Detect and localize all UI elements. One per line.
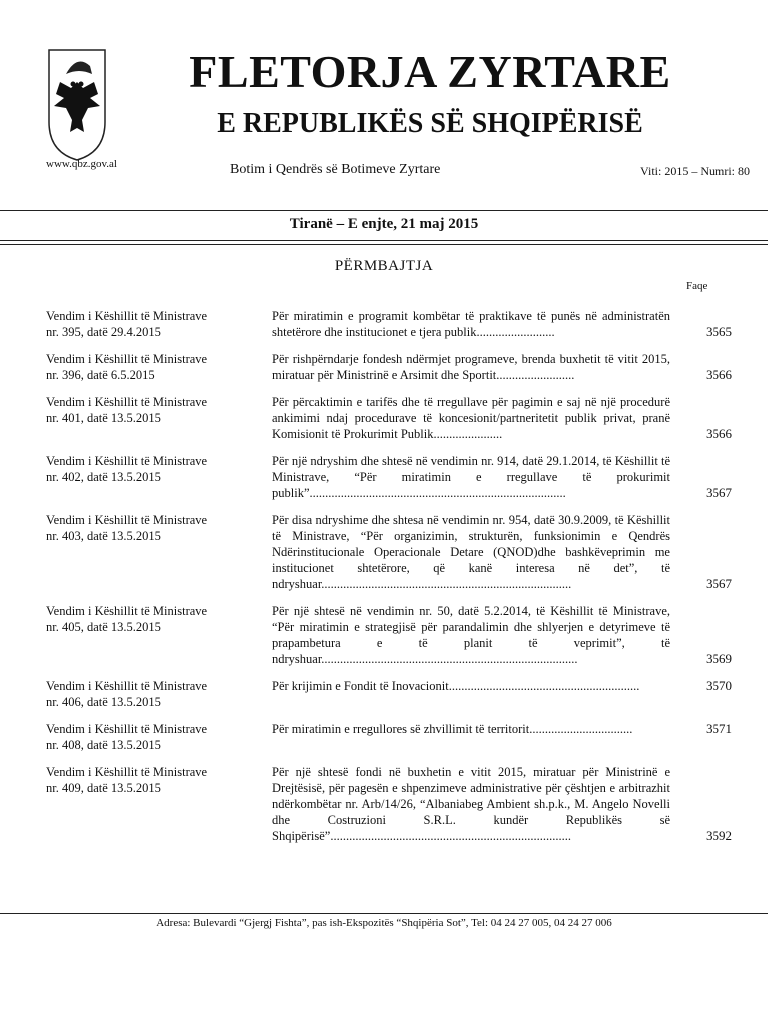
toc-entry[interactable] — [46, 678, 732, 710]
toc-entry[interactable] — [46, 394, 732, 442]
toc-list — [46, 308, 732, 855]
act-type: Vendim i Këshillit të Ministrave — [46, 679, 208, 693]
act-type: Vendim i Këshillit të Ministrave — [46, 395, 208, 409]
act-type: Vendim i Këshillit të Ministrave — [46, 309, 208, 323]
act-number: nr. 406, datë 13.5.2015 — [46, 695, 161, 709]
page-number: 3566 — [706, 367, 732, 382]
page-number: 3569 — [706, 651, 732, 666]
act-number: nr. 396, datë 6.5.2015 — [46, 368, 155, 382]
act-type: Vendim i Këshillit të Ministrave — [46, 454, 208, 468]
toc-entry[interactable] — [46, 308, 732, 340]
act-type: Vendim i Këshillit të Ministrave — [46, 352, 208, 366]
issue-number: Viti: 2015 – Numri: 80 — [640, 164, 750, 178]
act-number: nr. 405, datë 13.5.2015 — [46, 620, 161, 634]
page-number: 3566 — [706, 426, 732, 441]
page-number: 3565 — [706, 324, 732, 339]
dateline-divider-top — [0, 240, 768, 241]
publication-subtitle: E REPUBLIKËS SË SHQIPËRISË — [217, 108, 643, 139]
header-divider — [0, 210, 768, 211]
footer-address: Adresa: Bulevardi “Gjergj Fishta”, pas ish-Ekspozitës “Shqipëria Sot”, Tel: 04 24 27 005, 04 24 27 006 — [156, 917, 612, 929]
toc-title: PËRMBAJTJA — [334, 258, 434, 274]
entry-description: Për një shtesë në vendimin nr. 50, datë 5.2.2014, të Këshillit të Ministrave, “Për miratimin e strategjisë për parandalimin dhe shlyerjen e detyrimeve të prapambetura e të planit të veprimit”, të ndryshuar.................................................................................. — [272, 604, 670, 666]
act-type: Vendim i Këshillit të Ministrave — [46, 513, 208, 527]
dateline: Tiranë – E enjte, 21 maj 2015 — [289, 216, 479, 232]
entry-description: Për një ndryshim dhe shtesë në vendimin nr. 914, datë 29.1.2014, të Këshillit të Ministrave, “Për miratimin e rregullave të prokurimit publik”.................................................................................. — [272, 454, 670, 500]
page-number: 3570 — [706, 678, 732, 693]
act-type: Vendim i Këshillit të Ministrave — [46, 722, 208, 736]
entry-description: Për miratimin e programit kombëtar të praktikave të punës në administratën shtetërore dhe institucionet e tjera publik......................... — [272, 309, 670, 339]
entry-description: Për rishpërndarje fondesh ndërmjet programeve, brenda buxhetit të vitit 2015, miratuar për Ministrinë e Arsimit dhe Sportit......................... — [272, 352, 670, 382]
act-type: Vendim i Këshillit të Ministrave — [46, 604, 208, 618]
entry-description: Për miratimin e rregullores së zhvillimit të territorit................................. — [272, 722, 633, 736]
act-number: nr. 409, datë 13.5.2015 — [46, 781, 161, 795]
entry-description: Për një shtesë fondi në buxhetin e vitit 2015, miratuar për Ministrinë e Drejtësisë, për pagesën e shpenzimeve administrative për çështjen e arbitrazhit ndërkombëtar nr. Arb/14/26, “Albaniabeg Ambient sh.p.k., M. Angelo Novelli dhe Costruzioni S.R.L. kundër Republikës së Shqipërisë”............................................................................. — [272, 765, 670, 843]
toc-entry[interactable] — [46, 351, 732, 383]
act-number: nr. 403, datë 13.5.2015 — [46, 529, 161, 543]
entry-description: Për përcaktimin e tarifës dhe të rregullave për pagimin e saj në një procedurë ankimimi ndaj procedurave të koncesionit/partneritetit publik privat, pranë Komisionit të Prokurimit Publik...................... — [272, 395, 670, 441]
toc-entry[interactable] — [46, 603, 732, 667]
act-number: nr. 395, datë 29.4.2015 — [46, 325, 161, 339]
entry-description: Për disa ndryshime dhe shtesa në vendimin nr. 954, datë 30.9.2009, të Këshillit të Ministrave, “Për organizimin, strukturën, funksionimin e Qendrës Ndërinstitucionale Operacionale Detare (QNOD)dhe bashkëveprimin me institucionet shtetërore, që kanë interesa në det”, të ndryshuar................................................................................ — [272, 513, 670, 591]
page-number: 3567 — [706, 576, 732, 591]
toc-entry[interactable] — [46, 453, 732, 501]
page-column-header: Faqe — [686, 280, 708, 292]
toc-entry[interactable] — [46, 721, 732, 753]
act-number: nr. 402, datë 13.5.2015 — [46, 470, 161, 484]
publication-title: FLETORJA ZYRTARE — [189, 46, 671, 97]
act-type: Vendim i Këshillit të Ministrave — [46, 765, 208, 779]
website-url[interactable]: www.qbz.gov.al — [46, 158, 117, 170]
act-number: nr. 408, datë 13.5.2015 — [46, 738, 161, 752]
publisher-line: Botim i Qendrës së Botimeve Zyrtare — [230, 162, 441, 177]
page-number: 3571 — [706, 721, 732, 736]
act-number: nr. 401, datë 13.5.2015 — [46, 411, 161, 425]
entry-description: Për krijimin e Fondit të Inovacionit............................................................. — [272, 679, 640, 693]
dateline-divider-bottom — [0, 244, 768, 245]
page-number: 3592 — [706, 828, 732, 843]
footer-divider — [0, 913, 768, 914]
toc-entry[interactable] — [46, 512, 732, 592]
page-number: 3567 — [706, 485, 732, 500]
toc-entry[interactable] — [46, 764, 732, 844]
